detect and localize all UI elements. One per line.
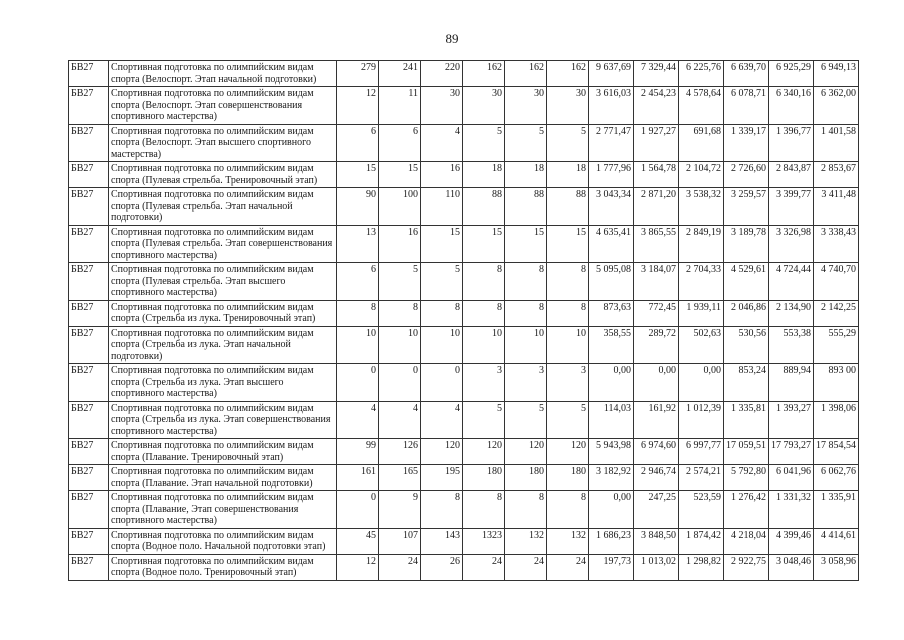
volume-cell: 15	[421, 225, 463, 263]
volume-cell: 8	[463, 491, 505, 529]
volume-cell: 15	[463, 225, 505, 263]
amount-cell: 1 939,11	[679, 300, 724, 326]
amount-cell: 3 043,34	[589, 188, 634, 226]
volume-cell: 8	[547, 263, 589, 301]
amount-cell: 4 218,04	[724, 528, 769, 554]
row-name-cell: Спортивная подготовка по олимпийским видам спорта (Плавание. Этап начальной подготовки)	[109, 465, 337, 491]
row-name-cell: Спортивная подготовка по олимпийским видам спорта (Водное поло. Начальной подготовки этап)	[109, 528, 337, 554]
row-code-cell: БВ27	[69, 300, 109, 326]
amount-cell: 1 927,27	[634, 124, 679, 162]
table-row	[69, 225, 859, 263]
volume-cell: 3	[505, 364, 547, 402]
amount-cell: 5 943,98	[589, 439, 634, 465]
amount-cell: 553,38	[769, 326, 814, 364]
row-name-cell: Спортивная подготовка по олимпийским видам спорта (Пулевая стрельба. Этап совершенствования спортивного мастерства)	[109, 225, 337, 263]
volume-cell: 107	[379, 528, 421, 554]
volume-cell: 132	[547, 528, 589, 554]
amount-cell: 2 871,20	[634, 188, 679, 226]
amount-cell: 0,00	[589, 364, 634, 402]
volume-cell: 8	[379, 300, 421, 326]
amount-cell: 3 411,48	[814, 188, 859, 226]
volume-cell: 0	[337, 491, 379, 529]
row-code-cell: БВ27	[69, 61, 109, 87]
volume-cell: 5	[505, 124, 547, 162]
amount-cell: 2 142,25	[814, 300, 859, 326]
amount-cell: 0,00	[589, 491, 634, 529]
amount-cell: 4 724,44	[769, 263, 814, 301]
volume-cell: 8	[463, 263, 505, 301]
amount-cell: 3 848,50	[634, 528, 679, 554]
amount-cell: 6 925,29	[769, 61, 814, 87]
volume-cell: 15	[505, 225, 547, 263]
data-table	[68, 60, 859, 581]
volume-cell: 180	[463, 465, 505, 491]
amount-cell: 6 062,76	[814, 465, 859, 491]
amount-cell: 3 182,92	[589, 465, 634, 491]
volume-cell: 162	[463, 61, 505, 87]
row-code-cell: БВ27	[69, 263, 109, 301]
amount-cell: 530,56	[724, 326, 769, 364]
amount-cell: 2 104,72	[679, 162, 724, 188]
row-name-cell: Спортивная подготовка по олимпийским видам спорта (Стрельба из лука. Тренировочный этап)	[109, 300, 337, 326]
row-name-cell: Спортивная подготовка по олимпийским видам спорта (Плавание. Тренировочный этап)	[109, 439, 337, 465]
volume-cell: 45	[337, 528, 379, 554]
table-row	[69, 364, 859, 402]
amount-cell: 2 853,67	[814, 162, 859, 188]
row-name-cell: Спортивная подготовка по олимпийским видам спорта (Стрельба из лука. Этап начальной подготовки)	[109, 326, 337, 364]
volume-cell: 24	[505, 554, 547, 580]
volume-cell: 8	[505, 491, 547, 529]
volume-cell: 30	[421, 87, 463, 125]
table-row	[69, 401, 859, 439]
volume-cell: 9	[379, 491, 421, 529]
amount-cell: 3 184,07	[634, 263, 679, 301]
table-row	[69, 162, 859, 188]
amount-cell: 2 574,21	[679, 465, 724, 491]
volume-cell: 5	[505, 401, 547, 439]
amount-cell: 6 041,96	[769, 465, 814, 491]
volume-cell: 16	[379, 225, 421, 263]
row-name-cell: Спортивная подготовка по олимпийским видам спорта (Плавание, Этап совершенствования спортивного мастерства)	[109, 491, 337, 529]
table-row	[69, 326, 859, 364]
amount-cell: 3 538,32	[679, 188, 724, 226]
volume-cell: 0	[337, 364, 379, 402]
amount-cell: 197,73	[589, 554, 634, 580]
volume-cell: 279	[337, 61, 379, 87]
volume-cell: 11	[379, 87, 421, 125]
amount-cell: 772,45	[634, 300, 679, 326]
amount-cell: 9 637,69	[589, 61, 634, 87]
row-name-cell: Спортивная подготовка по олимпийским видам спорта (Велоспорт. Этап совершенствования спортивного мастерства)	[109, 87, 337, 125]
amount-cell: 2 134,90	[769, 300, 814, 326]
table-row	[69, 554, 859, 580]
volume-cell: 12	[337, 554, 379, 580]
volume-cell: 5	[547, 401, 589, 439]
amount-cell: 5 095,08	[589, 263, 634, 301]
amount-cell: 1 564,78	[634, 162, 679, 188]
volume-cell: 162	[505, 61, 547, 87]
volume-cell: 18	[547, 162, 589, 188]
row-name-cell: Спортивная подготовка по олимпийским видам спорта (Пулевая стрельба. Этап начальной подготовки)	[109, 188, 337, 226]
amount-cell: 6 078,71	[724, 87, 769, 125]
amount-cell: 523,59	[679, 491, 724, 529]
amount-cell: 1 013,02	[634, 554, 679, 580]
volume-cell: 90	[337, 188, 379, 226]
volume-cell: 10	[463, 326, 505, 364]
amount-cell: 3 399,77	[769, 188, 814, 226]
volume-cell: 24	[547, 554, 589, 580]
row-code-cell: БВ27	[69, 225, 109, 263]
amount-cell: 1 012,39	[679, 401, 724, 439]
volume-cell: 8	[463, 300, 505, 326]
row-name-cell: Спортивная подготовка по олимпийским видам спорта (Стрельба из лука. Этап высшего спортивного мастерства)	[109, 364, 337, 402]
amount-cell: 502,63	[679, 326, 724, 364]
amount-cell: 114,03	[589, 401, 634, 439]
volume-cell: 4	[379, 401, 421, 439]
row-name-cell: Спортивная подготовка по олимпийским видам спорта (Велоспорт. Этап начальной подготовки)	[109, 61, 337, 87]
volume-cell: 88	[463, 188, 505, 226]
table-body	[69, 61, 859, 581]
row-code-cell: БВ27	[69, 528, 109, 554]
volume-cell: 24	[379, 554, 421, 580]
amount-cell: 6 362,00	[814, 87, 859, 125]
volume-cell: 4	[421, 401, 463, 439]
volume-cell: 13	[337, 225, 379, 263]
amount-cell: 4 399,46	[769, 528, 814, 554]
volume-cell: 10	[505, 326, 547, 364]
amount-cell: 873,63	[589, 300, 634, 326]
volume-cell: 4	[421, 124, 463, 162]
amount-cell: 3 865,55	[634, 225, 679, 263]
amount-cell: 1 335,91	[814, 491, 859, 529]
amount-cell: 1 276,42	[724, 491, 769, 529]
amount-cell: 17 854,54	[814, 439, 859, 465]
volume-cell: 88	[505, 188, 547, 226]
amount-cell: 3 048,46	[769, 554, 814, 580]
volume-cell: 24	[463, 554, 505, 580]
amount-cell: 3 259,57	[724, 188, 769, 226]
row-code-cell: БВ27	[69, 554, 109, 580]
volume-cell: 4	[337, 401, 379, 439]
amount-cell: 17 793,27	[769, 439, 814, 465]
row-name-cell: Спортивная подготовка по олимпийским видам спорта (Стрельба из лука. Этап совершенствования спортивного мастерства)	[109, 401, 337, 439]
amount-cell: 4 414,61	[814, 528, 859, 554]
page-number: 89	[445, 31, 459, 46]
row-name-cell: Спортивная подготовка по олимпийским видам спорта (Пулевая стрельба. Этап высшего спортивного мастерства)	[109, 263, 337, 301]
table-row	[69, 439, 859, 465]
amount-cell: 1 331,32	[769, 491, 814, 529]
amount-cell: 1 686,23	[589, 528, 634, 554]
row-code-cell: БВ27	[69, 491, 109, 529]
volume-cell: 10	[421, 326, 463, 364]
amount-cell: 17 059,51	[724, 439, 769, 465]
volume-cell: 132	[505, 528, 547, 554]
table-row	[69, 87, 859, 125]
row-name-cell: Спортивная подготовка по олимпийским видам спорта (Водное поло. Тренировочный этап)	[109, 554, 337, 580]
volume-cell: 120	[505, 439, 547, 465]
amount-cell: 2 843,87	[769, 162, 814, 188]
volume-cell: 12	[337, 87, 379, 125]
volume-cell: 6	[337, 263, 379, 301]
amount-cell: 4 529,61	[724, 263, 769, 301]
volume-cell: 120	[547, 439, 589, 465]
amount-cell: 247,25	[634, 491, 679, 529]
table-row	[69, 300, 859, 326]
amount-cell: 3 616,03	[589, 87, 634, 125]
row-code-cell: БВ27	[69, 401, 109, 439]
volume-cell: 195	[421, 465, 463, 491]
amount-cell: 6 974,60	[634, 439, 679, 465]
volume-cell: 15	[547, 225, 589, 263]
volume-cell: 241	[379, 61, 421, 87]
amount-cell: 6 949,13	[814, 61, 859, 87]
volume-cell: 180	[505, 465, 547, 491]
table-row	[69, 263, 859, 301]
amount-cell: 6 639,70	[724, 61, 769, 87]
volume-cell: 3	[547, 364, 589, 402]
volume-cell: 165	[379, 465, 421, 491]
row-code-cell: БВ27	[69, 439, 109, 465]
volume-cell: 30	[505, 87, 547, 125]
amount-cell: 2 704,33	[679, 263, 724, 301]
table-row	[69, 188, 859, 226]
amount-cell: 2 726,60	[724, 162, 769, 188]
amount-cell: 3 338,43	[814, 225, 859, 263]
volume-cell: 30	[463, 87, 505, 125]
amount-cell: 6 225,76	[679, 61, 724, 87]
amount-cell: 4 635,41	[589, 225, 634, 263]
volume-cell: 143	[421, 528, 463, 554]
amount-cell: 7 329,44	[634, 61, 679, 87]
volume-cell: 10	[379, 326, 421, 364]
volume-cell: 126	[379, 439, 421, 465]
amount-cell: 555,29	[814, 326, 859, 364]
amount-cell: 4 740,70	[814, 263, 859, 301]
amount-cell: 2 454,23	[634, 87, 679, 125]
volume-cell: 8	[505, 263, 547, 301]
amount-cell: 853,24	[724, 364, 769, 402]
volume-cell: 120	[463, 439, 505, 465]
volume-cell: 161	[337, 465, 379, 491]
volume-cell: 180	[547, 465, 589, 491]
amount-cell: 691,68	[679, 124, 724, 162]
amount-cell: 1 777,96	[589, 162, 634, 188]
table-row	[69, 528, 859, 554]
table-row	[69, 61, 859, 87]
volume-cell: 99	[337, 439, 379, 465]
row-code-cell: БВ27	[69, 188, 109, 226]
volume-cell: 8	[421, 491, 463, 529]
volume-cell: 18	[505, 162, 547, 188]
volume-cell: 3	[463, 364, 505, 402]
table-row	[69, 491, 859, 529]
volume-cell: 5	[463, 124, 505, 162]
row-code-cell: БВ27	[69, 162, 109, 188]
volume-cell: 8	[337, 300, 379, 326]
volume-cell: 8	[421, 300, 463, 326]
amount-cell: 1 874,42	[679, 528, 724, 554]
volume-cell: 0	[421, 364, 463, 402]
volume-cell: 6	[337, 124, 379, 162]
row-code-cell: БВ27	[69, 465, 109, 491]
amount-cell: 889,94	[769, 364, 814, 402]
volume-cell: 0	[379, 364, 421, 402]
volume-cell: 120	[421, 439, 463, 465]
table-row	[69, 465, 859, 491]
amount-cell: 2 046,86	[724, 300, 769, 326]
amount-cell: 0,00	[634, 364, 679, 402]
amount-cell: 1 398,06	[814, 401, 859, 439]
amount-cell: 4 578,64	[679, 87, 724, 125]
volume-cell: 26	[421, 554, 463, 580]
row-name-cell: Спортивная подготовка по олимпийским видам спорта (Пулевая стрельба. Тренировочный этап)	[109, 162, 337, 188]
row-code-cell: БВ27	[69, 124, 109, 162]
table-row	[69, 124, 859, 162]
amount-cell: 1 339,17	[724, 124, 769, 162]
amount-cell: 5 792,80	[724, 465, 769, 491]
amount-cell: 161,92	[634, 401, 679, 439]
amount-cell: 2 771,47	[589, 124, 634, 162]
volume-cell: 10	[337, 326, 379, 364]
volume-cell: 30	[547, 87, 589, 125]
amount-cell: 3 058,96	[814, 554, 859, 580]
volume-cell: 5	[379, 263, 421, 301]
volume-cell: 110	[421, 188, 463, 226]
amount-cell: 1 393,27	[769, 401, 814, 439]
volume-cell: 220	[421, 61, 463, 87]
volume-cell: 1323	[463, 528, 505, 554]
amount-cell: 358,55	[589, 326, 634, 364]
amount-cell: 2 922,75	[724, 554, 769, 580]
volume-cell: 5	[421, 263, 463, 301]
amount-cell: 1 335,81	[724, 401, 769, 439]
amount-cell: 6 340,16	[769, 87, 814, 125]
row-code-cell: БВ27	[69, 364, 109, 402]
volume-cell: 100	[379, 188, 421, 226]
volume-cell: 5	[547, 124, 589, 162]
volume-cell: 16	[421, 162, 463, 188]
amount-cell: 3 326,98	[769, 225, 814, 263]
row-code-cell: БВ27	[69, 87, 109, 125]
row-code-cell: БВ27	[69, 326, 109, 364]
amount-cell: 3 189,78	[724, 225, 769, 263]
volume-cell: 8	[505, 300, 547, 326]
volume-cell: 10	[547, 326, 589, 364]
volume-cell: 8	[547, 300, 589, 326]
volume-cell: 15	[379, 162, 421, 188]
amount-cell: 2 849,19	[679, 225, 724, 263]
amount-cell: 6 997,77	[679, 439, 724, 465]
volume-cell: 18	[463, 162, 505, 188]
amount-cell: 893 00	[814, 364, 859, 402]
volume-cell: 8	[547, 491, 589, 529]
volume-cell: 6	[379, 124, 421, 162]
volume-cell: 162	[547, 61, 589, 87]
amount-cell: 1 298,82	[679, 554, 724, 580]
volume-cell: 88	[547, 188, 589, 226]
amount-cell: 2 946,74	[634, 465, 679, 491]
volume-cell: 15	[337, 162, 379, 188]
amount-cell: 0,00	[679, 364, 724, 402]
amount-cell: 289,72	[634, 326, 679, 364]
amount-cell: 1 396,77	[769, 124, 814, 162]
amount-cell: 1 401,58	[814, 124, 859, 162]
row-name-cell: Спортивная подготовка по олимпийским видам спорта (Велоспорт. Этап высшего спортивного мастерства)	[109, 124, 337, 162]
volume-cell: 5	[463, 401, 505, 439]
